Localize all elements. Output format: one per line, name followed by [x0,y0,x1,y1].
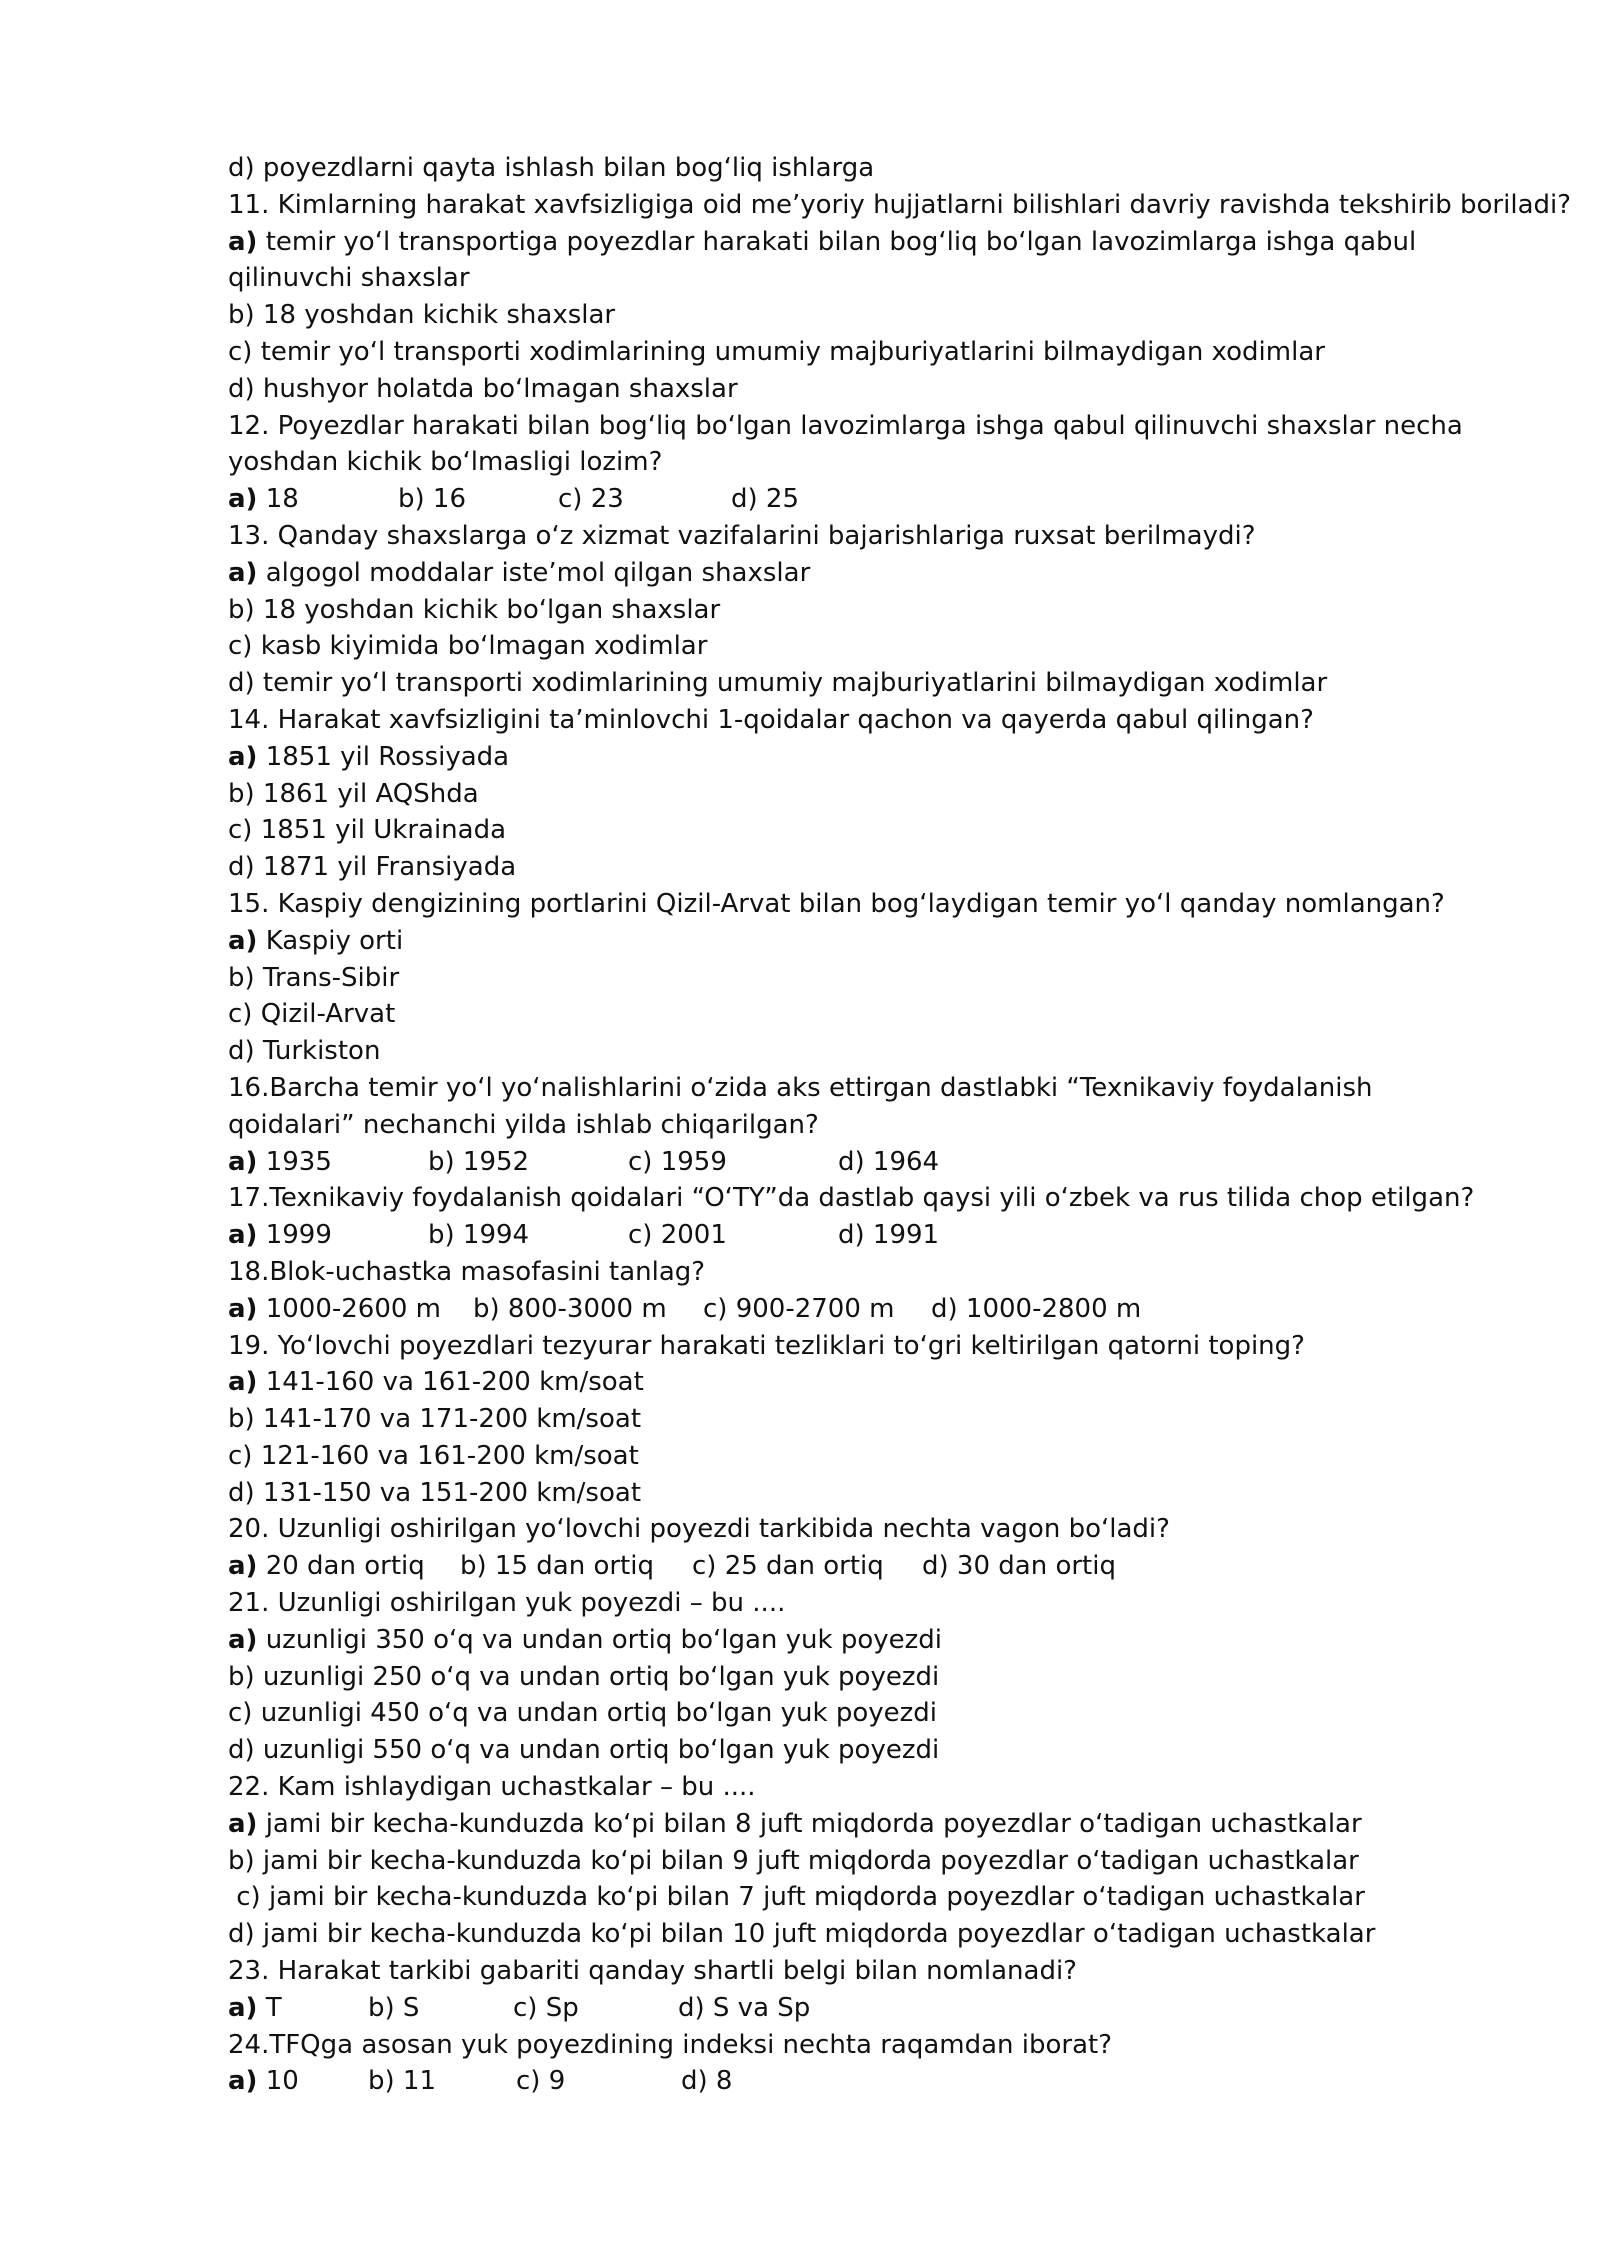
question-21: 21. Uzunligi oshirilgan yuk poyezdi – bu .... [228,1588,786,1619]
option-b: b) uzunligi 250 o‘q va undan ortiq bo‘lgan yuk poyezdi [228,1661,940,1692]
options-row-q23: a) T b) S c) Sp d) S va Sp [228,1992,811,2023]
option-c: c) uzunligi 450 o‘q va undan ortiq bo‘lgan yuk poyezdi [228,1698,937,1729]
question-20: 20. Uzunligi oshirilgan yo‘lovchi poyezdi tarkibida nechta vagon bo‘ladi? [228,1514,1170,1545]
options-row-q17: a) 1999 b) 1994 c) 2001 d) 1991 [228,1220,940,1251]
option-a: a) 1851 yil Rossiyada [228,741,510,772]
option-c: c) temir yo‘l transporti xodimlarining umumiy majburiyatlarini bilmaydigan xodimlar [228,336,1325,367]
option-b: b) Trans-Sibir [228,962,400,993]
option-d: d) 1871 yil Fransiyada [228,852,517,883]
question-16: 16.Barcha temir yo‘l yo‘nalishlarini o‘zida aks ettirgan dastlabki “Texnikaviy foydalanish qoidalari” nechanchi yilda ishlab chiqarilgan? [228,1072,1373,1140]
option-b: b) 141-170 va 171-200 km/soat [228,1404,642,1435]
options-row-q20: a) 20 dan ortiq b) 15 dan ortiq c) 25 dan ortiq d) 30 dan ortiq [228,1551,1116,1582]
question-11: 11. Kimlarning harakat xavfsizligiga oid me’yoriy hujjatlarni bilishlari davriy ravishda tekshirib boriladi? [228,189,1572,220]
question-18: 18.Blok-uchastka masofasini tanlag? [228,1256,706,1287]
option-c: c) kasb kiyimida bo‘lmagan xodimlar [228,631,708,662]
option-c: c) jami bir kecha-kunduzda ko‘pi bilan 7 juft miqdorda poyezdlar o‘tadigan uchastkalar [228,1882,1365,1913]
option-d: d) temir yo‘l transporti xodimlarining umumiy majburiyatlarini bilmaydigan xodimlar [228,668,1328,699]
option-a: a) temir yo‘l transportiga poyezdlar harakati bilan bog‘liq bo‘lgan lavozimlarga ishga qabul qilinuvchi shaxslar [228,226,1417,294]
option-d: d) hushyor holatda bo‘lmagan shaxslar [228,373,738,404]
option-b: b) 1861 yil AQShda [228,778,479,809]
option-c: c) Qizil-Arvat [228,999,396,1030]
options-row-q18: a) 1000-2600 m b) 800-3000 m c) 900-2700 m d) 1000-2800 m [228,1293,1142,1324]
option-d: d) uzunligi 550 o‘q va undan ortiq bo‘lgan yuk poyezdi [228,1735,940,1766]
question-23: 23. Harakat tarkibi gabariti qanday shartli belgi bilan nomlanadi? [228,1956,1077,1987]
option-d: d) Turkiston [228,1036,381,1067]
option-a: a) jami bir kecha-kunduzda ko‘pi bilan 8 juft miqdorda poyezdlar o‘tadigan uchastkalar [228,1808,1362,1839]
option-b: b) 18 yoshdan kichik bo‘lgan shaxslar [228,594,721,625]
option-a: a) 141-160 va 161-200 km/soat [228,1367,644,1398]
question-17: 17.Texnikaviy foydalanish qoidalari “O‘TY”da dastlab qaysi yili o‘zbek va rus tilida chop etilgan? [228,1183,1475,1214]
question-14: 14. Harakat xavfsizligini ta’minlovchi 1-qoidalar qachon va qayerda qabul qilingan? [228,704,1314,735]
options-row-q12: a) 18 b) 16 c) 23 d) 25 [228,484,799,515]
option-d: d) poyezdlarni qayta ishlash bilan bog‘liq ishlarga [228,153,875,183]
option-d: d) 131-150 va 151-200 km/soat [228,1477,642,1508]
option-b: b) jami bir kecha-kunduzda ko‘pi bilan 9 juft miqdorda poyezdlar o‘tadigan uchastkalar [228,1845,1359,1876]
question-15: 15. Kaspiy dengizining portlarini Qizil-Arvat bilan bog‘laydigan temir yo‘l qanday nomlangan? [228,888,1445,919]
option-a: a) Kaspiy orti [228,925,404,956]
option-d: d) jami bir kecha-kunduzda ko‘pi bilan 10 juft miqdorda poyezdlar o‘tadigan uchastkalar [228,1919,1376,1950]
question-22: 22. Kam ishlaydigan uchastkalar – bu .... [228,1772,756,1803]
question-24: 24.TFQga asosan yuk poyezdining indeksi nechta raqamdan iborat? [228,2029,1113,2060]
option-c: c) 1851 yil Ukrainada [228,815,507,846]
question-12: 12. Poyezdlar harakati bilan bog‘liq bo‘lgan lavozimlarga ishga qabul qilinuvchi shaxslar necha yoshdan kichik bo‘lmasligi lozim? [228,410,1463,478]
document-page [228,150,1572,2100]
question-13: 13. Qanday shaxslarga o‘z xizmat vazifalarini bajarishlariga ruxsat berilmaydi? [228,520,1256,551]
options-row-q16: a) 1935 b) 1952 c) 1959 d) 1964 [228,1146,940,1177]
option-b: b) 18 yoshdan kichik shaxslar [228,300,616,331]
option-a: a) algogol moddalar iste’mol qilgan shaxslar [228,557,811,588]
options-row-q24: a) 10 b) 11 c) 9 d) 8 [228,2066,733,2097]
option-a: a) uzunligi 350 o‘q va undan ortiq bo‘lgan yuk poyezdi [228,1624,942,1655]
question-19: 19. Yo‘lovchi poyezdlari tezyurar harakati tezliklari to‘gri keltirilgan qatorni toping? [228,1330,1305,1361]
option-c: c) 121-160 va 161-200 km/soat [228,1440,639,1471]
